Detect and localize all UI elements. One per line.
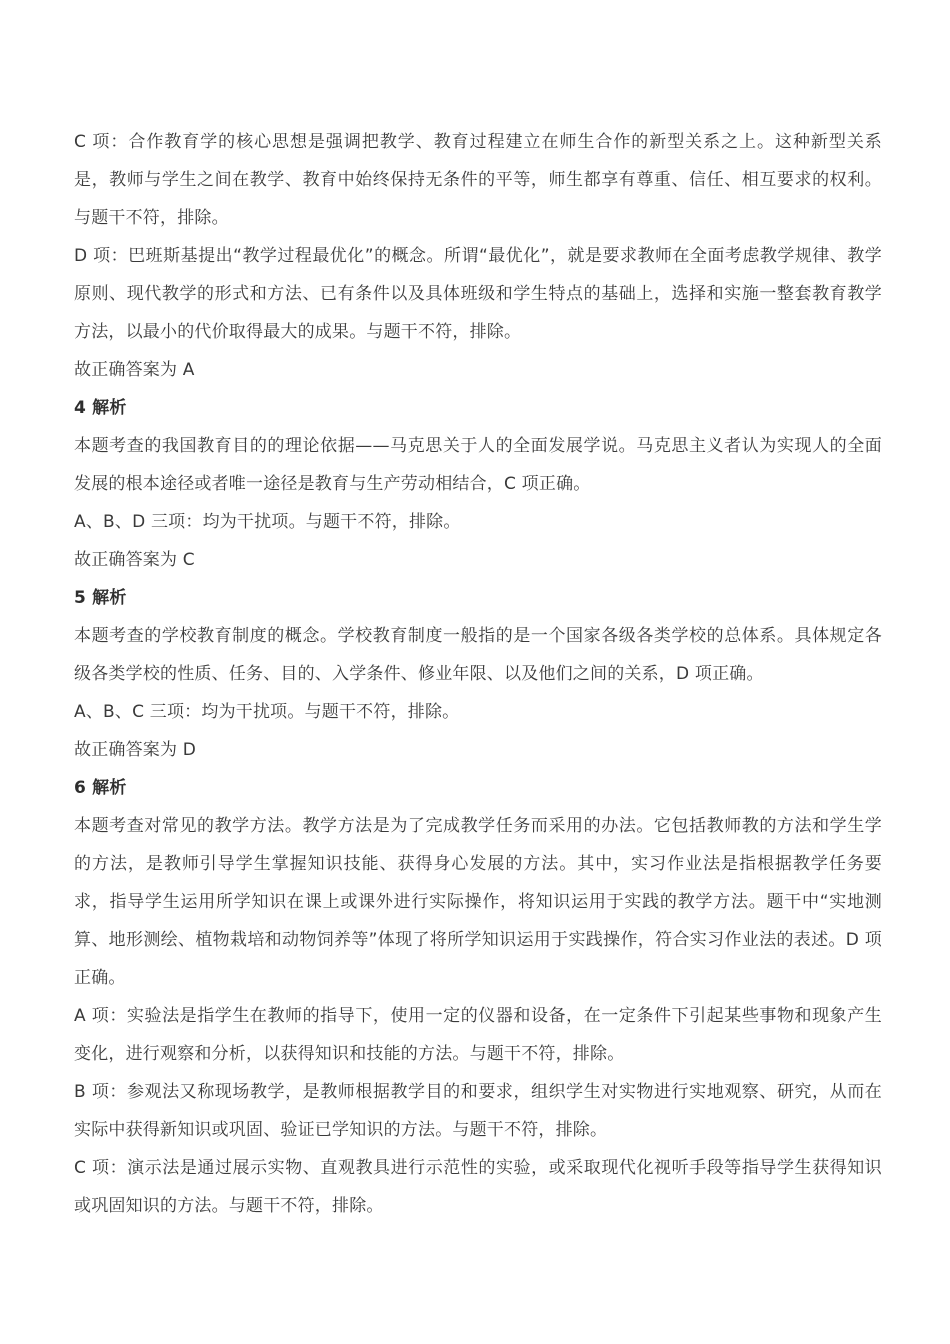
paragraph-q5-distractors: A、B、C 三项：均为干扰项。与题干不符，排除。 [74, 702, 460, 722]
paragraph-q6-a-option: A 项：实验法是指学生在教师的指导下，使用一定的仪器和设备，在一定条件下引起某些事物和现象产生变化，进行观察和分析，以获得知识和技能的方法。与题干不符，排除。 [74, 1006, 882, 1064]
paragraph-q6-b-option: B 项：参观法又称现场教学，是教师根据教学目的和要求，组织学生对实物进行实地观察、研究，从而在实际中获得新知识或巩固、验证已学知识的方法。与题干不符，排除。 [74, 1082, 882, 1140]
paragraph-q6-c-option: C 项：演示法是通过展示实物、直观教具进行示范性的实验，或采取现代化视听手段等指导学生获得知识或巩固知识的方法。与题干不符，排除。 [74, 1158, 882, 1216]
paragraph-q6-explanation: 本题考查对常见的教学方法。教学方法是为了完成教学任务而采用的办法。它包括教师教的方法和学生学的方法，是教师引导学生掌握知识技能、获得身心发展的方法。其中，实习作业法是指根据教学任务要求，指导学生运用所学知识在课上或课外进行实际操作，将知识运用于实践的教学方法。题干中“实地测算、地形测绘、植物栽培和动物饲养等”体现了将所学知识运用于实践操作，符合实习作业法的表述。D 项正确。 [74, 816, 882, 988]
paragraph-q5-explanation: 本题考查的学校教育制度的概念。学校教育制度一般指的是一个国家各级各类学校的总体系。具体规定各级各类学校的性质、任务、目的、入学条件、修业年限、以及他们之间的关系，D 项正确。 [74, 626, 882, 684]
answer-q5: 故正确答案为 D [74, 740, 197, 760]
heading-q6-analysis: 6 解析 [74, 778, 127, 798]
paragraph-q4-explanation: 本题考查的我国教育目的的理论依据——马克思关于人的全面发展学说。马克思主义者认为实现人的全面发展的根本途径或者唯一途径是教育与生产劳动相结合，C 项正确。 [74, 436, 882, 494]
heading-q5-analysis: 5 解析 [74, 588, 127, 608]
answer-q4: 故正确答案为 C [74, 550, 195, 570]
paragraph-q4-distractors: A、B、D 三项：均为干扰项。与题干不符，排除。 [74, 512, 461, 532]
paragraph-d-option-optimization: D 项：巴班斯基提出“教学过程最优化”的概念。所谓“最优化”，就是要求教师在全面考虑教学规律、教学原则、现代教学的形式和方法、已有条件以及具体班级和学生特点的基础上，选择和实施一整套教育教学方法，以最小的代价取得最大的成果。与题干不符，排除。 [74, 246, 882, 342]
answer-q3: 故正确答案为 A [74, 360, 195, 380]
paragraph-c-option-cooperative: C 项：合作教育学的核心思想是强调把教学、教育过程建立在师生合作的新型关系之上。这种新型关系是，教师与学生之间在教学、教育中始终保持无条件的平等，师生都享有尊重、信任、相互要求的权利。与题干不符，排除。 [74, 132, 882, 228]
heading-q4-analysis: 4 解析 [74, 398, 127, 418]
document-page [74, 123, 882, 1225]
